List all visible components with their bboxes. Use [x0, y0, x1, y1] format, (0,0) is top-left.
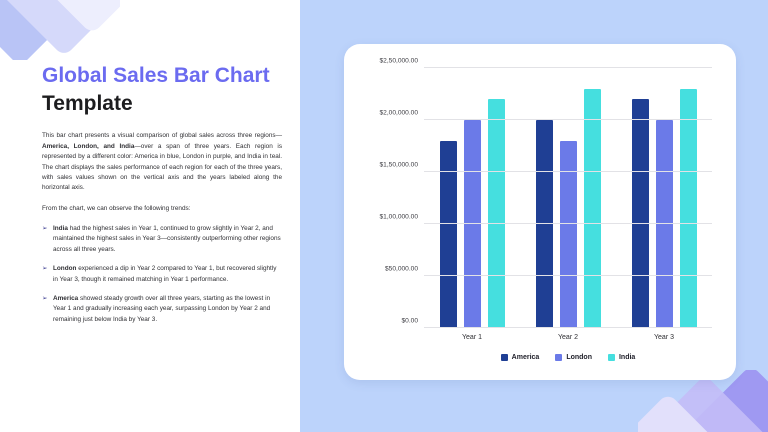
bar-america[interactable] [440, 141, 457, 328]
list-item-bold: London [53, 265, 77, 273]
gridline [424, 171, 712, 172]
gridline [424, 327, 712, 328]
gridline [424, 223, 712, 224]
page-title-rest: Template [42, 91, 133, 115]
list-item-text: had the highest sales in Year 1, continued to grow slightly in Year 2, and maintained the highest sales in Year 3—consistently outperforming other regions across all three years. [53, 225, 281, 253]
bar-india[interactable] [584, 89, 601, 328]
arrow-bullet-icon: ➢ [42, 225, 48, 233]
bar-india[interactable] [488, 99, 505, 328]
bar-groups [424, 68, 712, 328]
gridline [424, 275, 712, 276]
arrow-bullet-icon: ➢ [42, 294, 48, 302]
arrow-bullet-icon: ➢ [42, 265, 48, 273]
legend-item-india[interactable] [608, 354, 635, 361]
trends-lead-paragraph: From the chart, we can observe the following trends: [42, 204, 191, 212]
legend-item-america[interactable] [501, 354, 540, 361]
intro-paragraph-prefix: This bar chart presents a visual comparison of global sales across three regions— [42, 132, 282, 140]
bar-london[interactable] [560, 141, 577, 328]
plot-area [379, 57, 712, 328]
x-axis-tick-label: Year 1 [462, 334, 482, 341]
y-axis-tick-label: $1,50,000.00 [379, 161, 418, 169]
intro-paragraph-bold: America, London, and India [42, 142, 135, 150]
trend-list [42, 224, 282, 325]
bar-london[interactable] [464, 120, 481, 328]
page-title [42, 62, 282, 117]
legend-label: London [566, 354, 592, 361]
gridline [424, 67, 712, 68]
bar-group [616, 68, 712, 328]
text-column [42, 62, 282, 334]
gridline [424, 119, 712, 120]
decorative-top-left-shape [0, 0, 120, 60]
list-item-bold: America [53, 294, 79, 302]
page-title-accent: Global Sales Bar Chart [42, 64, 270, 87]
bar-group [424, 68, 520, 328]
legend-swatch [608, 354, 615, 361]
bar-america[interactable] [536, 120, 553, 328]
intro-paragraph [42, 131, 282, 193]
legend-label: India [618, 354, 636, 361]
y-axis-tick-label: $2,50,000.00 [379, 57, 418, 65]
legend-label: America [511, 354, 540, 361]
x-axis-tick-label: Year 3 [654, 334, 674, 341]
list-item-text: experienced a dip in Year 2 compared to Year 1, but recovered slightly in Year 3, though it remained matching in Year 1 performance. [53, 265, 277, 283]
chart-legend [424, 354, 712, 361]
y-axis-tick-label: $2,00,000.00 [379, 109, 418, 117]
list-item-text: showed steady growth over all three years, starting as the lowest in Year 1 and gradually increasing each year, surpassing London by Year 2 and remaining just below India by Year 3. [53, 294, 271, 323]
y-axis-tick-label: $0.00 [401, 317, 418, 325]
list-item [42, 264, 282, 285]
list-item [42, 294, 282, 325]
y-axis-tick-label: $1,00,000.00 [379, 213, 418, 221]
x-axis-labels [424, 334, 712, 341]
x-axis-tick-label: Year 2 [558, 334, 578, 341]
legend-swatch [501, 354, 508, 361]
list-item [42, 224, 282, 255]
chart-card [344, 44, 736, 380]
list-item-bold: India [53, 225, 68, 233]
bar-group [520, 68, 616, 328]
bar-chart [358, 57, 722, 368]
bar-london[interactable] [656, 120, 673, 328]
bar-india[interactable] [680, 89, 697, 328]
bar-america[interactable] [632, 99, 649, 328]
legend-item-london[interactable] [555, 354, 592, 361]
legend-swatch [555, 354, 562, 361]
intro-paragraph-suffix: —over a span of three years. Each region is represented by a different color: America in blue, London in purple, and India in teal. The chart displays the sales performance of each region for each of the three years, with sales values shown on the vertical axis and the years labeled along the horizontal axis. [42, 142, 283, 192]
y-axis-tick-label: $50,000.00 [384, 265, 418, 273]
